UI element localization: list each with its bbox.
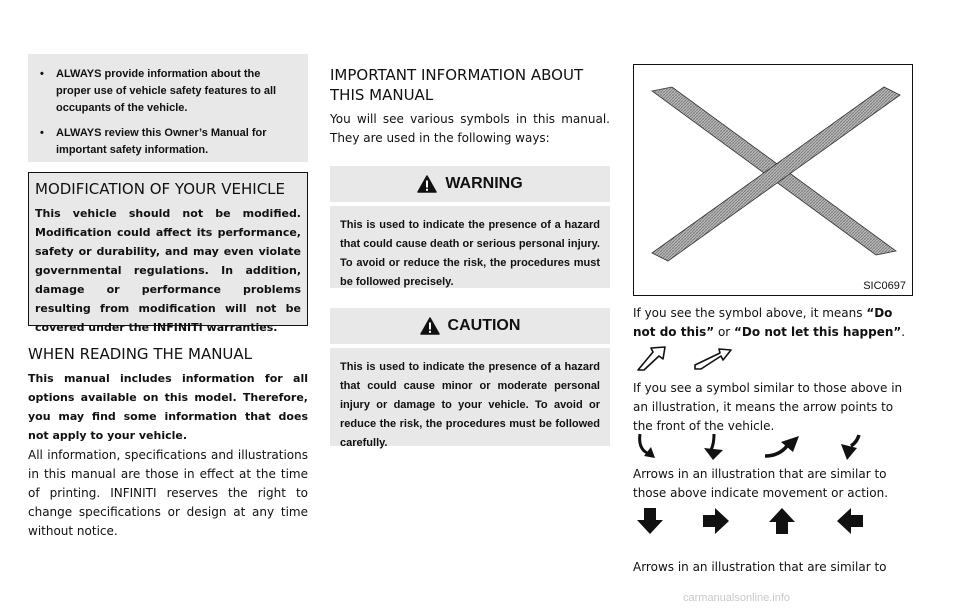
front-arrow-text: If you see a symbol similar to those above in an illustration, it means the arrow points to the front of the vehicle. xyxy=(633,381,903,433)
arrow-right-icon xyxy=(701,506,731,536)
reading-bold-text: This manual includes information for all options available on this model. Therefore, you may find some information that does not apply to your vehicle. xyxy=(28,372,308,442)
x-symbol-end: . xyxy=(901,325,906,339)
warning-triangle-icon xyxy=(420,317,440,335)
x-symbol-text xyxy=(633,304,913,342)
x-symbol-lead: If you see the symbol above, it means xyxy=(633,306,867,320)
caution-body: This is used to indicate the presence of a hazard that could cause minor or moderate personal injury or damage to your vehicle. To avoid or reduce the risk, the procedures must be followed carefully. xyxy=(330,348,610,446)
safety-bullet-list xyxy=(28,54,308,159)
front-arrow-outline-angled-icon xyxy=(693,347,733,371)
caution-label: CAUTION xyxy=(447,317,521,334)
curved-arrow-down-right-icon xyxy=(701,432,727,462)
curved-arrow-down-left-icon xyxy=(837,432,863,462)
reading-body: All information, specifications and illustrations in this manual are those in effect at the time of printing. INFINITI reserves the right to change specifications or design at any time without notice. xyxy=(28,448,308,538)
important-body: You will see various symbols in this manual. They are used in the following ways: xyxy=(330,112,610,145)
reading-title: WHEN READING THE MANUAL xyxy=(28,345,253,363)
x-cross-icon xyxy=(634,65,911,294)
do-not-symbol-figure xyxy=(633,64,913,296)
warning-label: WARNING xyxy=(445,175,523,192)
arrow-left-icon xyxy=(835,506,865,536)
attention-arrow-row xyxy=(633,506,913,536)
caution-header xyxy=(330,308,610,344)
curved-arrow-down-icon xyxy=(635,432,659,462)
x-symbol-quote1: “Do not do this” xyxy=(633,306,893,339)
curved-arrow-up-right-icon xyxy=(763,434,801,460)
movement-arrow-row xyxy=(633,432,913,462)
last-arrow-text: Arrows in an illustration that are similar to xyxy=(633,560,887,574)
watermark: carmanualsonline.info xyxy=(683,592,791,604)
safety-bullet-item: • ALWAYS review this Owner’s Manual for important safety information. xyxy=(40,125,298,159)
figure-id: SIC0697 xyxy=(863,280,906,292)
safety-bullets-box xyxy=(28,54,308,162)
x-symbol-or: or xyxy=(714,325,735,339)
arrow-down-icon xyxy=(635,506,665,536)
x-symbol-quote2: “Do not let this happen” xyxy=(734,325,902,339)
arrow-up-icon xyxy=(767,506,797,536)
front-arrow-outline-icon xyxy=(635,346,671,372)
important-title: IMPORTANT INFORMATION ABOUT THIS MANUAL xyxy=(330,66,584,104)
safety-bullet-item: • ALWAYS provide information about the proper use of vehicle safety features to all occupants of the vehicle. xyxy=(40,66,298,117)
front-arrow-row xyxy=(633,344,913,374)
movement-arrow-text: Arrows in an illustration that are similar to those above indicate movement or action. xyxy=(633,467,889,500)
modification-title: MODIFICATION OF YOUR VEHICLE xyxy=(35,180,285,198)
warning-triangle-icon xyxy=(417,175,437,193)
warning-header xyxy=(330,166,610,202)
modification-box xyxy=(28,172,308,334)
modification-body: This vehicle should not be modified. Modification could affect its performance, safety or durability, and may even violate governmental regulations. In addition, damage or performance problems resulting from modification will not be covered under the INFINITI warranties. xyxy=(35,207,301,334)
warning-body: This is used to indicate the presence of a hazard that could cause death or serious personal injury. To avoid or reduce the risk, the procedures must be followed precisely. xyxy=(330,206,610,288)
